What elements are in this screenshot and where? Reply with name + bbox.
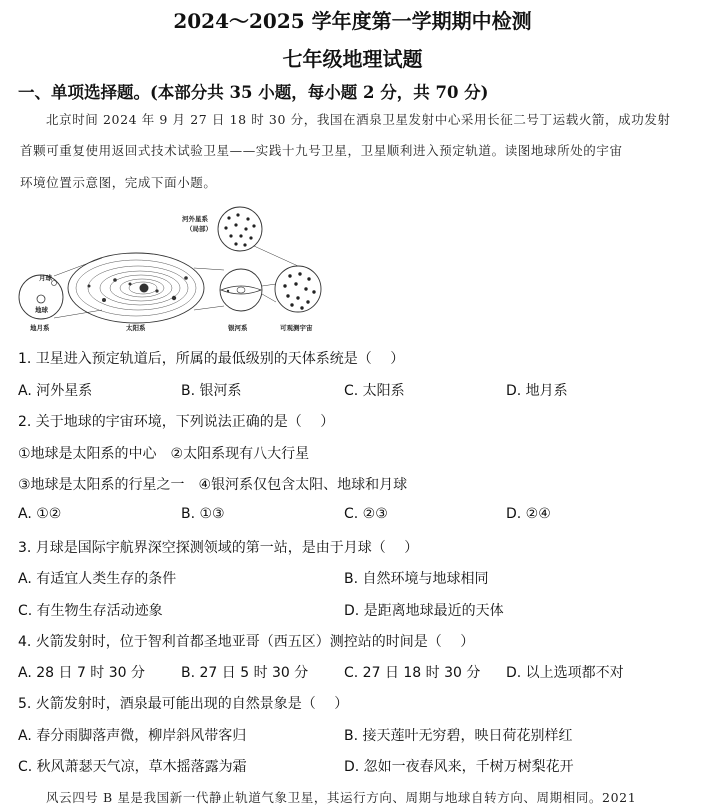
q1-option-c[interactable]: C. 太阳系 (344, 383, 405, 399)
q2-option-b[interactable]: B. ①③ (181, 506, 225, 522)
q2-option-a[interactable]: A. ①② (18, 506, 62, 522)
q3-stem: 3. 月球是国际宇航界深空探测领域的第一站，是由于月球（ ） (18, 540, 419, 556)
q5-option-a[interactable]: A. 春分雨脚落声微，柳岸斜风带客归 (18, 728, 247, 744)
q2-option-c[interactable]: C. ②③ (344, 506, 388, 522)
q5-stem: 5. 火箭发射时，酒泉最可能出现的自然景象是（ ） (18, 696, 349, 712)
q5-option-d[interactable]: D. 忽如一夜春风来，千树万树梨花开 (344, 759, 574, 775)
label-milky-way: 银河系 (228, 324, 248, 332)
label-extragalactic-partial: （局部） (186, 225, 212, 233)
q2-statements-2: ③地球是太阳系的行星之一 ④银河系仅包含太阳、地球和月球 (18, 477, 408, 493)
label-moon: 月球 (39, 274, 52, 282)
q1-stem: 1. 卫星进入预定轨道后，所属的最低级别的天体系统是（ ） (18, 351, 405, 367)
moon-dot (52, 281, 57, 286)
passage-line-1: 北京时间 2024 年 9 月 27 日 18 时 30 分，我国在酒泉卫星发射中心采用长征二号丁运载火箭，成功发射 (46, 112, 671, 127)
solar-system-diagram (68, 253, 204, 332)
q4-option-d[interactable]: D. 以上选项都不对 (506, 665, 624, 681)
earth-moon-system-diagram (19, 273, 63, 332)
label-observable-universe: 可观测宇宙 (280, 324, 313, 332)
passage-line-2: 首颗可重复使用返回式技术试验卫星——实践十九号卫星，卫星顺利进入预定轨道。读图地球所处的宇宙 (20, 143, 623, 158)
q3-option-a[interactable]: A. 有适宜人类生存的条件 (18, 571, 177, 587)
q3-option-b[interactable]: B. 自然环境与地球相同 (344, 571, 489, 587)
q3-option-d[interactable]: D. 是距离地球最近的天体 (344, 603, 504, 619)
q4-stem: 4. 火箭发射时，位于智利首都圣地亚哥（西五区）测控站的时间是（ ） (18, 634, 475, 650)
q4-option-a[interactable]: A. 28 日 7 时 30 分 (18, 665, 146, 681)
q4-option-b[interactable]: B. 27 日 5 时 30 分 (181, 665, 309, 681)
milky-way-diagram (220, 269, 262, 332)
passage-line-3: 环境位置示意图，完成下面小题。 (20, 175, 217, 190)
exam-subtitle: 七年级地理试题 (282, 47, 423, 71)
cosmic-environment-figure (14, 206, 334, 334)
q2-statements-1: ①地球是太阳系的中心 ②太阳系现有八大行星 (18, 446, 310, 462)
q1-option-a[interactable]: A. 河外星系 (18, 383, 93, 399)
q1-option-d[interactable]: D. 地月系 (506, 383, 568, 399)
q2-option-d[interactable]: D. ②④ (506, 506, 551, 522)
label-extragalactic: 河外星系 (182, 215, 208, 223)
q5-option-c[interactable]: C. 秋风萧瑟天气凉，草木摇落露为霜 (18, 759, 247, 775)
section-heading: 一、单项选择题。(本部分共 35 小题，每小题 2 分，共 70 分) (18, 83, 489, 102)
label-earth-moon-system: 地月系 (30, 324, 50, 332)
exam-title: 2024～2025 学年度第一学期期中检测 (173, 9, 532, 33)
next-passage-line: 风云四号 B 星是我国新一代静止轨道气象卫星，其运行方向、周期与地球自转方向、周期相同。2021 (46, 790, 637, 805)
label-solar-system: 太阳系 (126, 324, 146, 332)
q1-option-b[interactable]: B. 银河系 (181, 383, 242, 399)
label-earth: 地球 (35, 306, 48, 314)
q2-stem: 2. 关于地球的宇宙环境，下列说法正确的是（ ） (18, 414, 335, 430)
observable-universe-diagram (275, 266, 321, 332)
q4-option-c[interactable]: C. 27 日 18 时 30 分 (344, 665, 481, 681)
q3-option-c[interactable]: C. 有生物生存活动迹象 (18, 603, 163, 619)
q5-option-b[interactable]: B. 接天莲叶无穷碧，映日荷花别样红 (344, 728, 573, 744)
extragalactic-galaxy-diagram (182, 207, 262, 251)
earth-dot (37, 295, 45, 303)
sun-dot (140, 284, 149, 293)
